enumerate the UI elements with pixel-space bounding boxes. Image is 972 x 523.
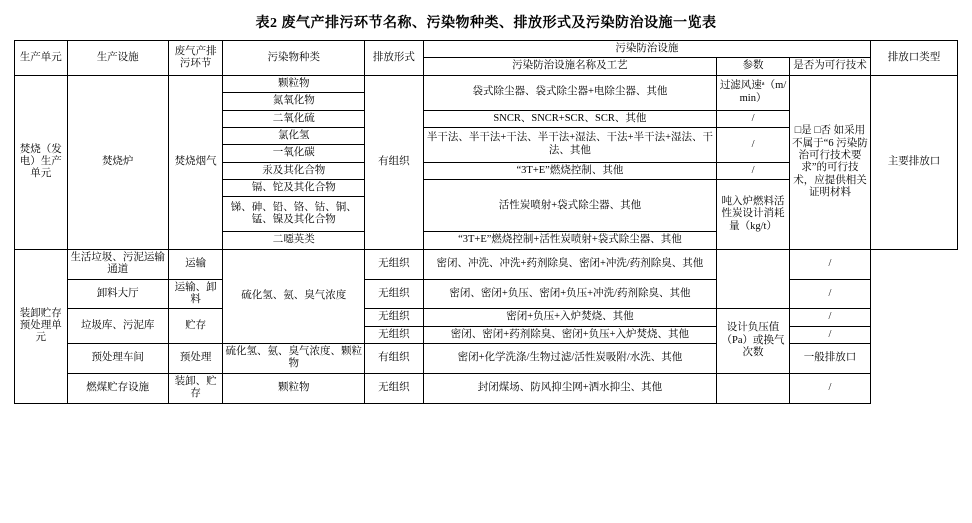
cell-emission-form: 无组织	[365, 309, 424, 326]
cell-control-name: SNCR、SNCR+SCR、SCR、其他	[423, 110, 716, 127]
cell-pollutant: 一氧化碳	[223, 145, 365, 162]
cell-outlet-type: /	[789, 309, 870, 326]
cell-node: 预处理	[168, 344, 223, 374]
cell-pollutant: 锑、砷、铅、铬、钴、铜、锰、镍及其化合物	[223, 197, 365, 232]
cell-prod-unit-incineration: 焚烧（发电）生产单元	[15, 75, 68, 249]
cell-control-name: 活性炭喷射+袋式除尘器、其他	[423, 180, 716, 232]
cell-outlet-type: /	[789, 373, 870, 403]
cell-parameter: 设计负压值（Pa）或换气次数	[717, 309, 790, 374]
cell-control-name: 封闭煤场、防风抑尘网+洒水抑尘、其他	[423, 373, 716, 403]
cell-control-name: 密闭、冲洗、冲洗+药剂除臭、密闭+冲洗/药剂除臭、其他	[423, 249, 716, 279]
col-control-group: 污染防治设施	[423, 41, 870, 58]
cell-pollutant: 氮氧化物	[223, 93, 365, 110]
waste-gas-table	[14, 40, 958, 404]
cell-facility: 燃煤贮存设施	[67, 373, 168, 403]
cell-parameter	[717, 249, 790, 309]
cell-emission-form: 无组织	[365, 326, 424, 343]
cell-facility: 生活垃圾、污泥运输通道	[67, 249, 168, 279]
col-prod-facility: 生产设施	[67, 41, 168, 76]
table-row	[15, 279, 958, 309]
cell-facility: 垃圾库、污泥库	[67, 309, 168, 344]
cell-pollutant: 颗粒物	[223, 75, 365, 92]
table-header-row	[15, 41, 958, 58]
col-waste-gas-node: 废气产排污环节	[168, 41, 223, 76]
cell-parameter: 吨入炉燃料活性炭设计消耗量（kg/t）	[717, 180, 790, 250]
cell-control-name: “3T+E”燃烧控制、其他	[423, 162, 716, 179]
cell-emission-form: 有组织	[365, 75, 424, 249]
cell-control-name: “3T+E”燃烧控制+活性炭喷射+袋式除尘器、其他	[423, 232, 716, 249]
cell-emission-form: 有组织	[365, 344, 424, 374]
cell-control-name: 密闭、密闭+药剂除臭、密闭+负压+入炉焚烧、其他	[423, 326, 716, 343]
page-title: 表2 废气产排污环节名称、污染物种类、排放形式及污染防治设施一览表	[255, 16, 717, 31]
table-row	[15, 249, 958, 279]
cell-node: 装卸、贮存	[168, 373, 223, 403]
cell-control-name: 密闭、密闭+负压、密闭+负压+冲洗/药剂除臭、其他	[423, 279, 716, 309]
col-outlet-type: 排放口类型	[870, 41, 957, 76]
table-row	[15, 75, 958, 92]
col-parameter: 参数	[717, 58, 790, 75]
cell-pollutant: 二噁英类	[223, 232, 365, 249]
cell-pollutant: 二氧化硫	[223, 110, 365, 127]
col-feasible: 是否为可行技术	[789, 58, 870, 75]
cell-outlet-type: /	[789, 326, 870, 343]
col-prod-unit: 生产单元	[15, 41, 68, 76]
cell-outlet-type: /	[789, 249, 870, 279]
cell-control-name: 半干法、半干法+干法、半干法+湿法、干法+半干法+湿法、干法、其他	[423, 127, 716, 162]
cell-feasible: □是 □否 如采用不属于“6 污染防治可行技术要求”的可行技术，应提供相关证明材料	[789, 75, 870, 249]
col-emission-form: 排放形式	[365, 41, 424, 76]
cell-outlet-type: 主要排放口	[870, 75, 957, 249]
cell-pollutant: 硫化氢、氨、臭气浓度	[223, 249, 365, 343]
cell-pollutant: 硫化氢、氨、臭气浓度、颗粒物	[223, 344, 365, 374]
table-row	[15, 309, 958, 326]
cell-prod-unit-storage: 装卸贮存预处理单元	[15, 249, 68, 403]
cell-emission-form: 无组织	[365, 279, 424, 309]
cell-emission-form: 无组织	[365, 373, 424, 403]
cell-pollutant: 镉、铊及其化合物	[223, 180, 365, 197]
cell-node: 运输	[168, 249, 223, 279]
cell-control-name: 袋式除尘器、袋式除尘器+电除尘器、其他	[423, 75, 716, 110]
cell-outlet-type: 一般排放口	[789, 344, 870, 374]
cell-facility-incinerator: 焚烧炉	[67, 75, 168, 249]
col-control-name: 污染防治设施名称及工艺	[423, 58, 716, 75]
cell-node: 贮存	[168, 309, 223, 344]
cell-control-name: 密闭+负压+入炉焚烧、其他	[423, 309, 716, 326]
cell-pollutant: 汞及其化合物	[223, 162, 365, 179]
table-row	[15, 344, 958, 374]
cell-control-name: 密闭+化学洗涤/生物过滤/活性炭吸附/水洗、其他	[423, 344, 716, 374]
cell-facility: 预处理车间	[67, 344, 168, 374]
cell-parameter: /	[717, 162, 790, 179]
cell-parameter: 过滤风速ᵃ（m/min）	[717, 75, 790, 110]
cell-parameter: /	[717, 127, 790, 162]
cell-facility: 卸料大厅	[67, 279, 168, 309]
cell-parameter	[717, 373, 790, 403]
cell-parameter: /	[717, 110, 790, 127]
cell-pollutant: 氯化氢	[223, 127, 365, 144]
table-row	[15, 373, 958, 403]
cell-node: 运输、卸料	[168, 279, 223, 309]
cell-outlet-type: /	[789, 279, 870, 309]
cell-emission-form: 无组织	[365, 249, 424, 279]
col-pollutant-type: 污染物种类	[223, 41, 365, 76]
cell-node-flue-gas: 焚烧烟气	[168, 75, 223, 249]
cell-pollutant: 颗粒物	[223, 373, 365, 403]
